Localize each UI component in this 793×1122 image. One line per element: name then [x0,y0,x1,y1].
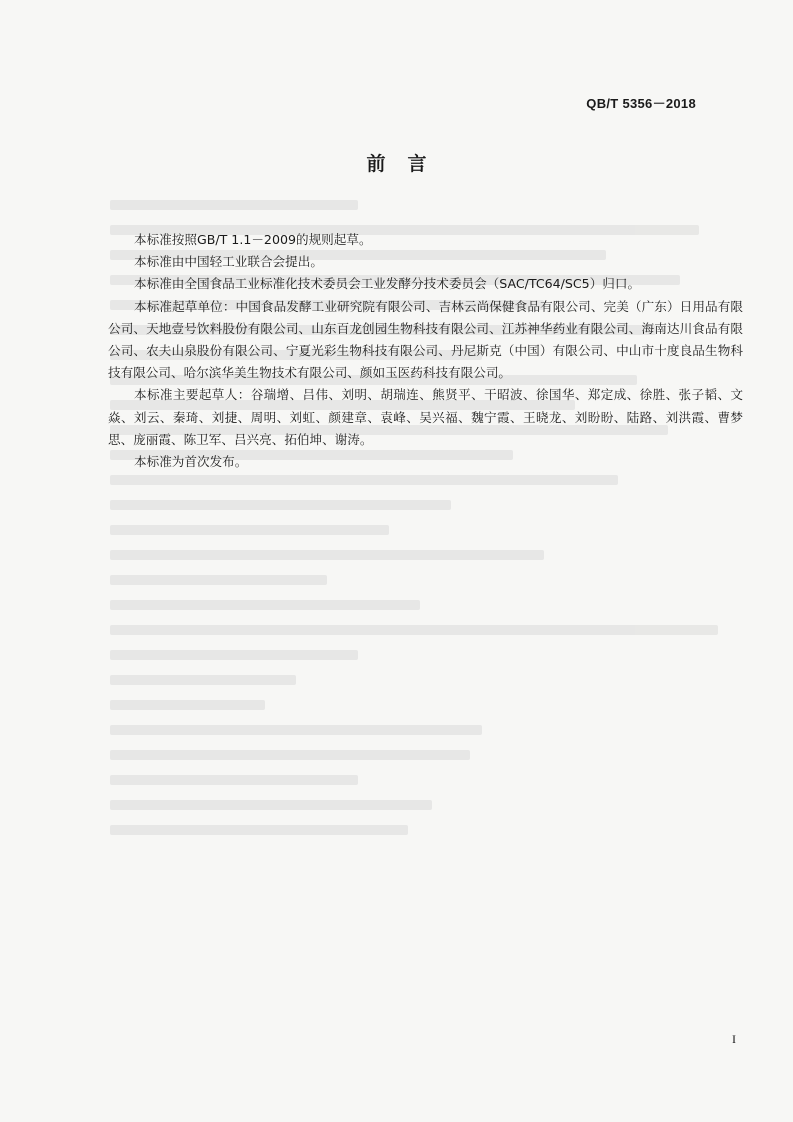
paragraph-first-release: 本标准为首次发布。 [134,454,248,470]
preface-body [108,229,743,473]
paragraph-drafters: 本标准主要起草人：谷瑞增、吕伟、刘明、胡瑞连、熊贤平、干昭波、徐国华、郑定成、徐胜、张子韬、文焱、刘云、秦琦、刘捷、周明、刘虹、颜建章、袁峰、吴兴福、魏宁霞、王晓龙、刘盼盼、陆路、刘洪霞、曹梦思、庞丽霞、陈卫军、吕兴亮、拓伯坤、谢涛。 [108,387,743,447]
paragraph-drafting-rules: 本标准按照GB/T 1.1－2009的规则起草。 [134,232,372,247]
page-number: I [732,1032,736,1046]
paragraph-drafting-units: 本标准起草单位：中国食品发酵工业研究院有限公司、吉林云尚保健食品有限公司、完美（广东）日用品有限公司、天地壹号饮料股份有限公司、山东百龙创园生物科技有限公司、江苏神华药业有限公司、海南达川食品有限公司、农夫山泉股份有限公司、宁夏光彩生物科技有限公司、丹尼斯克（中国）有限公司、中山市十度良品生物科技有限公司、哈尔滨华美生物技术有限公司、颜如玉医药科技有限公司。 [108,298,743,381]
paragraph-proposer: 本标准由中国轻工业联合会提出。 [134,254,323,270]
standard-code: QB/T 5356－2018 [586,96,696,111]
paragraph-committee: 本标准由全国食品工业标准化技术委员会工业发酵分技术委员会（SAC/TC64/SC5）归口。 [134,276,641,292]
page-title: 前言 [366,153,449,175]
